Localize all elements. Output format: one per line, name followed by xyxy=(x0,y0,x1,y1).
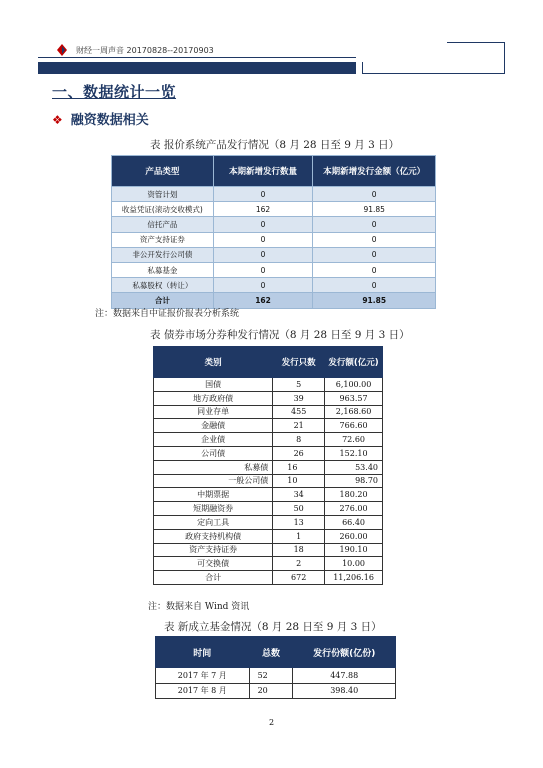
table-cell: 1 xyxy=(273,529,325,543)
table-cell: 0 xyxy=(313,217,436,232)
table-row xyxy=(112,278,436,293)
table2-note: 注：数据来自 Wind 资讯 xyxy=(148,602,250,612)
table-cell: 0 xyxy=(213,278,313,293)
table-cell: 合计 xyxy=(112,293,214,308)
table-row xyxy=(156,668,396,684)
table-row xyxy=(154,446,383,460)
table-cell: 72.60 xyxy=(325,433,383,447)
table-cell: 963.57 xyxy=(325,391,383,405)
table-cell: 39 xyxy=(273,391,325,405)
table-cell: 152.10 xyxy=(325,446,383,460)
table-cell: 672 xyxy=(273,571,325,585)
table-row xyxy=(112,202,436,217)
table-cell: 5 xyxy=(273,378,325,392)
table1-note: 注：数据来自中证报价报表分析系统 xyxy=(95,309,240,319)
table-cell: 766.60 xyxy=(325,419,383,433)
table-row xyxy=(154,529,383,543)
table-cell: 2,168.60 xyxy=(325,405,383,419)
table-cell: 162 xyxy=(213,202,313,217)
table-cell: 66.40 xyxy=(325,515,383,529)
header-rule xyxy=(38,57,356,58)
header-bar xyxy=(38,62,356,74)
table-cell: 2017 年 8 月 xyxy=(156,683,250,699)
table3-header-cell: 总数 xyxy=(249,637,293,668)
table-cell: 一般公司债 xyxy=(154,474,273,488)
table-cell: 26 xyxy=(273,446,325,460)
table-row xyxy=(154,474,383,488)
table2-header-cell: 发行只数 xyxy=(273,347,325,378)
table-cell: 16 xyxy=(273,460,325,474)
table-cell: 455 xyxy=(273,405,325,419)
subsection-heading-text: 融资数据相关 xyxy=(70,113,149,128)
table-row xyxy=(112,187,436,202)
table-row xyxy=(112,217,436,232)
table-cell: 10 xyxy=(273,474,325,488)
table-cell: 政府支持机构债 xyxy=(154,529,273,543)
header-title: 财经一周声音 20170828--20170903 xyxy=(76,46,214,55)
table-cell: 180.20 xyxy=(325,488,383,502)
table-cell: 公司债 xyxy=(154,446,273,460)
table-cell: 0 xyxy=(313,262,436,277)
table-cell: 0 xyxy=(313,232,436,247)
table1 xyxy=(111,155,436,309)
table2-caption: 表 债券市场分券种发行情况（8 月 28 日至 9 月 3 日） xyxy=(150,329,410,341)
table-cell: 定向工具 xyxy=(154,515,273,529)
table-cell: 91.85 xyxy=(313,202,436,217)
table-cell: 447.88 xyxy=(293,668,396,684)
table-cell: 0 xyxy=(313,247,436,262)
table-row xyxy=(154,515,383,529)
table2-header-cell: 发行额(亿元) xyxy=(325,347,383,378)
table3-header-cell: 时间 xyxy=(156,637,250,668)
table3 xyxy=(155,636,396,699)
table-row xyxy=(154,460,383,474)
table-cell: 可交换债 xyxy=(154,557,273,571)
table-cell: 276.00 xyxy=(325,502,383,516)
table-cell: 20 xyxy=(249,683,293,699)
table-cell: 资产支持证券 xyxy=(154,543,273,557)
table-cell: 合计 xyxy=(154,571,273,585)
table-row xyxy=(154,433,383,447)
table-cell: 0 xyxy=(313,278,436,293)
table-cell: 企业债 xyxy=(154,433,273,447)
table-row xyxy=(154,543,383,557)
table-cell: 10.00 xyxy=(325,557,383,571)
table-row xyxy=(154,378,383,392)
table-cell: 信托产品 xyxy=(112,217,214,232)
table-cell: 0 xyxy=(213,187,313,202)
table-cell: 收益凭证(滚动交收模式) xyxy=(112,202,214,217)
table-cell: 18 xyxy=(273,543,325,557)
table-row xyxy=(154,502,383,516)
table-cell: 0 xyxy=(313,187,436,202)
table-cell: 13 xyxy=(273,515,325,529)
table-cell: 0 xyxy=(213,262,313,277)
table1-header-cell: 本期新增发行数量 xyxy=(213,156,313,187)
table-cell: 52 xyxy=(249,668,293,684)
table-cell: 0 xyxy=(213,217,313,232)
table1-header-cell: 本期新增发行金额（亿元） xyxy=(313,156,436,187)
table-cell: 私募基金 xyxy=(112,262,214,277)
table-cell: 98.70 xyxy=(325,474,383,488)
subsection-heading xyxy=(52,109,149,128)
table-row xyxy=(156,683,396,699)
table-cell: 0 xyxy=(213,247,313,262)
table-cell: 21 xyxy=(273,419,325,433)
table2-header-cell: 类别 xyxy=(154,347,273,378)
table-cell: 国债 xyxy=(154,378,273,392)
table-row xyxy=(154,405,383,419)
table3-caption: 表 新成立基金情况（8 月 28 日至 9 月 3 日） xyxy=(164,621,382,633)
table-cell: 91.85 xyxy=(313,293,436,308)
table-cell: 2 xyxy=(273,557,325,571)
table-cell: 中期票据 xyxy=(154,488,273,502)
table1-header-cell: 产品类型 xyxy=(112,156,214,187)
table1-caption: 表 报价系统产品发行情况（8 月 28 日至 9 月 3 日） xyxy=(150,139,400,151)
section-heading: 一、数据统计一览 xyxy=(52,83,177,101)
page-number: 2 xyxy=(268,718,275,727)
diamond-bullet-icon: ❖ xyxy=(52,113,63,127)
table-cell: 260.00 xyxy=(325,529,383,543)
table-cell: 地方政府债 xyxy=(154,391,273,405)
table-cell: 资产支持证券 xyxy=(112,232,214,247)
table-cell: 资管计划 xyxy=(112,187,214,202)
table-total-row xyxy=(154,571,383,585)
table-row xyxy=(154,488,383,502)
table-cell: 非公开发行公司债 xyxy=(112,247,214,262)
header-corner-bar xyxy=(362,62,505,74)
table-cell: 私募债 xyxy=(154,460,273,474)
table-cell: 金融债 xyxy=(154,419,273,433)
table-row xyxy=(154,419,383,433)
table-cell: 0 xyxy=(213,232,313,247)
brand-logo-icon xyxy=(56,44,68,56)
table-cell: 11,206.16 xyxy=(325,571,383,585)
table-row xyxy=(112,232,436,247)
table-cell: 53.40 xyxy=(325,460,383,474)
table-row xyxy=(112,262,436,277)
table3-header-cell: 发行份额(亿份) xyxy=(293,637,396,668)
table-row xyxy=(154,391,383,405)
table-cell: 短期融资券 xyxy=(154,502,273,516)
table-row xyxy=(112,247,436,262)
table-cell: 398.40 xyxy=(293,683,396,699)
table-cell: 34 xyxy=(273,488,325,502)
table-cell: 同业存单 xyxy=(154,405,273,419)
table2 xyxy=(153,346,383,585)
table-cell: 190.10 xyxy=(325,543,383,557)
table-cell: 2017 年 7 月 xyxy=(156,668,250,684)
table-row xyxy=(154,557,383,571)
table-cell: 8 xyxy=(273,433,325,447)
table-cell: 私募股权（转让） xyxy=(112,278,214,293)
table-cell: 50 xyxy=(273,502,325,516)
table-cell: 162 xyxy=(213,293,313,308)
table-cell: 6,100.00 xyxy=(325,378,383,392)
